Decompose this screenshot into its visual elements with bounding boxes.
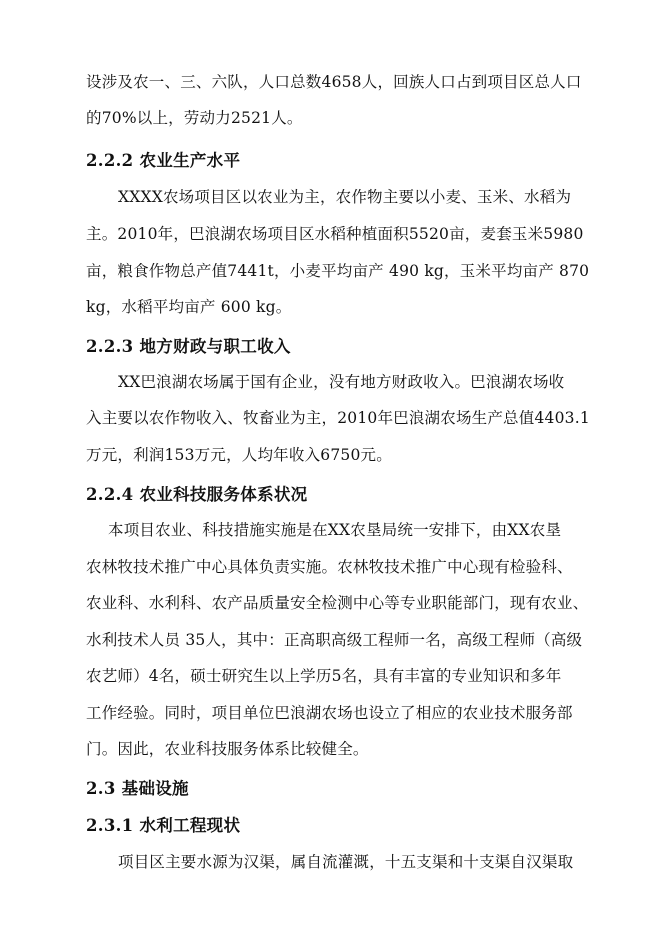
s222-line-2: 主。2010年，巴浪湖农场项目区水稻种植面积5520亩，麦套玉米5980: [86, 225, 584, 243]
s222-line-1: XXXX农场项目区以农业为主，农作物主要以小麦、玉米、水稻为: [118, 188, 572, 206]
s222-line-4: kg，水稻平均亩产 600 kg。: [86, 298, 292, 316]
s224-line-1: 本项目农业、科技措施实施是在XX农垦局统一安排下，由XX农垦: [108, 521, 562, 539]
s223-line-3: 万元，利润153万元，人均年收入6750元。: [86, 446, 392, 464]
heading-2-2-4: 2.2.4 农业科技服务体系状况: [86, 485, 308, 504]
s224-line-3: 农业科、水利科、农产品质量安全检测中心等专业职能部门，现有农业、: [86, 594, 589, 612]
s231-line-1: 项目区主要水源为汉渠，属自流灌溉，十五支渠和十支渠自汉渠取: [118, 853, 574, 871]
s222-line-3: 亩，粮食作物总产值7441t，小麦平均亩产 490 kg，玉米平均亩产 870: [86, 262, 590, 280]
s224-line-2: 农林牧技术推广中心具体负责实施。农林牧技术推广中心现有检验科、: [86, 558, 573, 576]
heading-2-2-2: 2.2.2 农业生产水平: [86, 151, 241, 170]
heading-2-3-1: 2.3.1 水利工程现状: [86, 816, 241, 835]
intro-line-1: 设涉及农一、三、六队，人口总数4658人，回族人口占到项目区总人口: [86, 73, 582, 91]
s224-line-5: 农艺师）4名，硕士研究生以上学历5名，具有丰富的专业知识和多年: [86, 667, 562, 685]
intro-line-2: 的70%以上，劳动力2521人。: [86, 109, 303, 127]
s224-line-7: 门。因此，农业科技服务体系比较健全。: [86, 740, 369, 758]
heading-2-3: 2.3 基础设施: [86, 779, 189, 798]
s223-line-1: XX巴浪湖农场属于国有企业，没有地方财政收入。巴浪湖农场收: [118, 373, 565, 391]
s224-line-6: 工作经验。同时，项目单位巴浪湖农场也设立了相应的农业技术服务部: [86, 704, 573, 722]
s224-line-4: 水利技术人员 35人，其中：正高职高级工程师一名，高级工程师（高级: [86, 631, 583, 649]
heading-2-2-3: 2.2.3 地方财政与职工收入: [86, 337, 291, 356]
s223-line-2: 入主要以农作物收入、牧畜业为主，2010年巴浪湖农场生产总值4403.1: [86, 409, 590, 427]
